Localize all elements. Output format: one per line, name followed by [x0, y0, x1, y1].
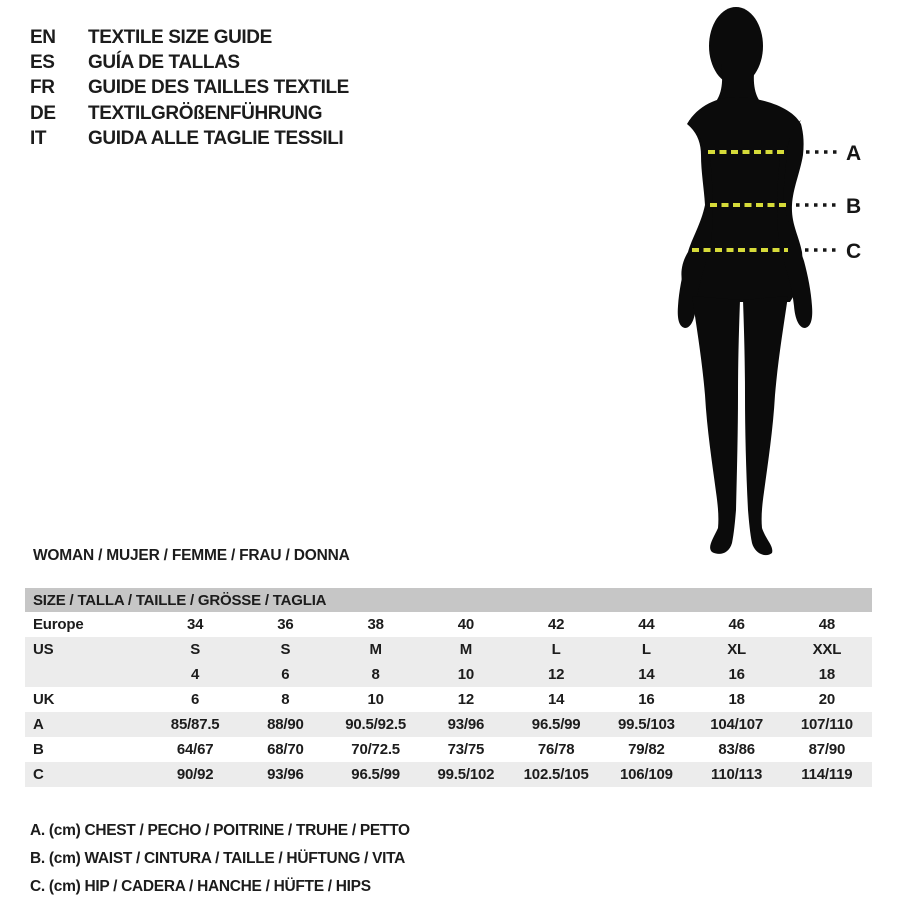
lang-row-de — [30, 101, 349, 126]
table-cell: 110/113 — [711, 766, 763, 783]
lang-code: FR — [30, 77, 55, 99]
table-cell: 12 — [457, 691, 475, 708]
marker-a-label: A — [846, 142, 862, 165]
table-row-uk — [25, 687, 872, 712]
table-cell: 93/96 — [447, 716, 485, 733]
legend-hip: C. (cm) HIP / CADERA / HANCHE / HÜFTE / HIPS — [30, 878, 371, 895]
row-label: A — [33, 716, 44, 733]
table-cell: 114/119 — [801, 766, 853, 783]
table-cell: 93/96 — [267, 766, 304, 783]
woman-silhouette — [678, 7, 812, 555]
table-cell: 88/90 — [267, 716, 304, 733]
table-cell: 104/107 — [710, 716, 764, 733]
size-table — [25, 588, 872, 787]
table-cell: 20 — [818, 691, 836, 708]
table-cell: 18 — [728, 691, 745, 708]
table-cell: 73/75 — [447, 741, 485, 758]
legend-chest: A. (cm) CHEST / PECHO / POITRINE / TRUHE / PETTO — [30, 822, 410, 839]
table-cell: 64/67 — [176, 741, 214, 758]
measurement-legend — [30, 817, 410, 901]
table-cell: 44 — [638, 616, 655, 633]
marker-c-label: C — [846, 240, 862, 263]
table-cell: 106/109 — [619, 766, 673, 783]
table-cell: 96.5/99 — [531, 716, 581, 733]
table-cell: 79/82 — [628, 741, 665, 758]
table-cell: 48 — [818, 616, 836, 633]
table-cell: 4 — [191, 666, 200, 683]
lang-row-it — [30, 127, 349, 152]
table-cell: 16 — [638, 691, 655, 708]
lang-row-en — [30, 25, 349, 50]
table-row-europe — [25, 612, 872, 637]
lang-label: TEXTILGRÖßENFÜHRUNG — [88, 102, 323, 124]
lang-code: DE — [30, 102, 56, 124]
row-label: UK — [33, 691, 55, 708]
table-cell: 38 — [367, 616, 384, 633]
lang-label: GUÍA DE TALLAS — [88, 52, 240, 74]
table-cell: 76/78 — [537, 741, 575, 758]
row-label: C — [33, 766, 44, 783]
measurement-figure — [600, 0, 900, 580]
table-cell: 34 — [186, 616, 204, 633]
table-cell: 42 — [547, 616, 565, 633]
table-cell: 10 — [367, 691, 384, 708]
table-row-us-letters — [25, 637, 872, 662]
table-cell: 12 — [547, 666, 565, 683]
table-row-us-numbers — [25, 662, 872, 687]
table-cell: 16 — [728, 666, 745, 683]
lang-label: GUIDE DES TAILLES TEXTILE — [88, 77, 349, 99]
table-cell: 90/92 — [176, 766, 214, 783]
lang-row-fr — [30, 76, 349, 101]
table-cell: 18 — [818, 666, 836, 683]
lang-label: GUIDA ALLE TAGLIE TESSILI — [88, 128, 344, 150]
table-cell: 36 — [277, 616, 294, 633]
table-cell: M — [459, 641, 473, 658]
table-cell: 90.5/92.5 — [345, 716, 406, 733]
table-cell: 6 — [191, 691, 200, 708]
legend-waist: B. (cm) WAIST / CINTURA / TAILLE / HÜFTUNG / VITA — [30, 850, 406, 867]
table-cell: 102.5/105 — [523, 766, 589, 783]
table-cell: 40 — [457, 616, 475, 633]
row-label: US — [33, 641, 54, 658]
lang-code: EN — [30, 26, 56, 48]
table-cell: 96.5/99 — [351, 766, 400, 783]
table-cell: 14 — [638, 666, 655, 683]
language-title-block — [30, 25, 349, 152]
table-cell: 8 — [281, 691, 290, 708]
lang-code: ES — [30, 52, 55, 74]
table-cell: 10 — [457, 666, 475, 683]
table-cell: 14 — [547, 691, 565, 708]
table-cell: 68/70 — [267, 741, 304, 758]
table-cell: 70/72.5 — [351, 741, 400, 758]
table-cell: M — [369, 641, 382, 658]
table-cell: 87/90 — [808, 741, 846, 758]
table-row-chest-a — [25, 712, 872, 737]
table-row-waist-b — [25, 737, 872, 762]
table-cell: L — [551, 641, 561, 658]
lang-row-es — [30, 50, 349, 75]
table-cell: 99.5/102 — [437, 766, 495, 783]
table-cell: 83/86 — [718, 741, 755, 758]
table-cell: 85/87.5 — [170, 716, 220, 733]
table-cell: 8 — [371, 666, 380, 683]
lang-code: IT — [30, 128, 47, 150]
row-label: Europe — [33, 616, 84, 633]
table-row-hip-c — [25, 762, 872, 787]
section-title-woman: WOMAN / MUJER / FEMME / FRAU / DONNA — [33, 547, 350, 564]
size-table-header: SIZE / TALLA / TAILLE / GRÖSSE / TAGLIA — [25, 588, 872, 612]
table-cell: S — [190, 641, 201, 658]
table-cell: 46 — [728, 616, 745, 633]
table-cell: 6 — [281, 666, 290, 683]
row-label: B — [33, 741, 44, 758]
table-cell: S — [280, 641, 291, 658]
table-cell: XL — [727, 641, 747, 658]
marker-b-label: B — [846, 195, 862, 218]
table-cell: 107/110 — [800, 716, 853, 733]
table-cell: XXL — [812, 641, 842, 658]
table-cell: L — [641, 641, 651, 658]
lang-label: TEXTILE SIZE GUIDE — [88, 26, 272, 48]
table-cell: 99.5/103 — [617, 716, 675, 733]
